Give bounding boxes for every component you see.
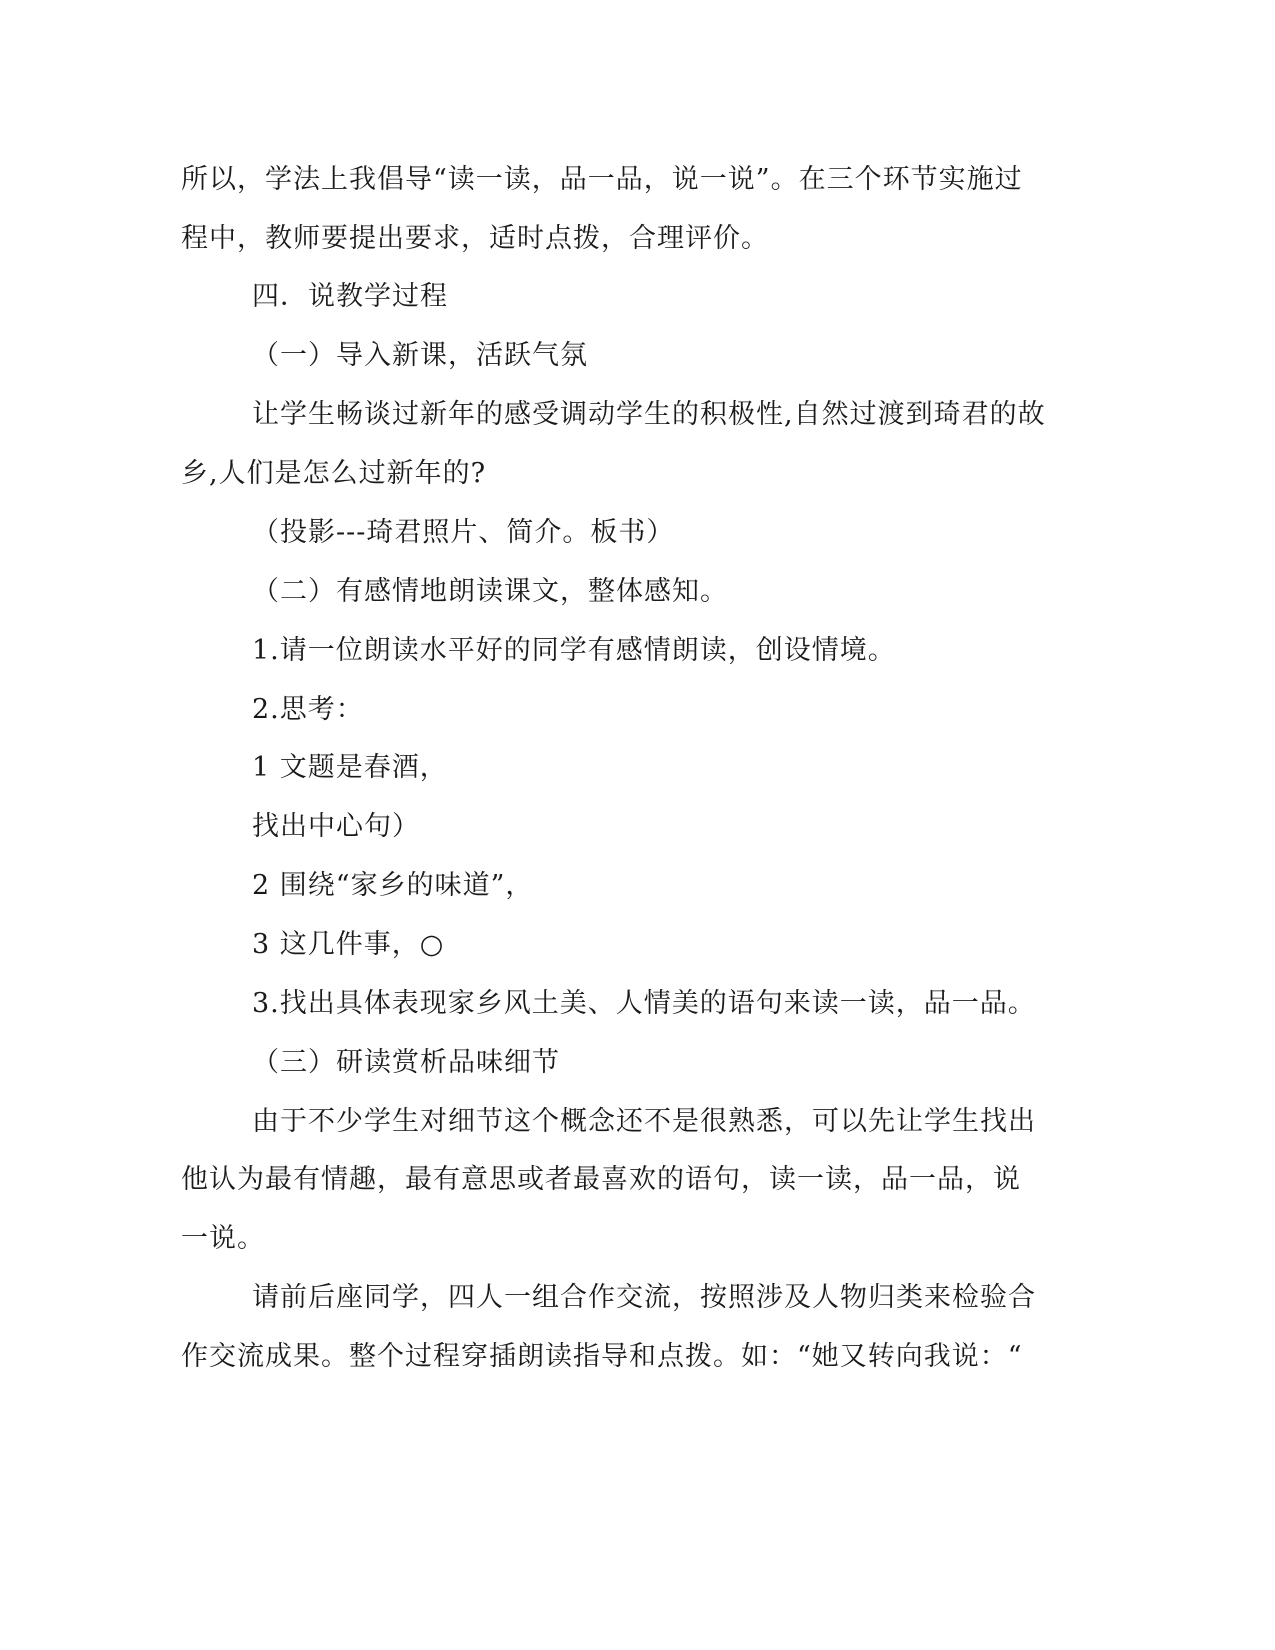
paragraph-line: 让学生畅谈过新年的感受调动学生的积极性,自然过渡到琦君的故 xyxy=(252,399,1046,430)
list-item: 1 文题是春酒， xyxy=(252,752,448,783)
paragraph-line: 作交流成果。整个过程穿插朗读指导和点拨。如：“她又转向我说：“ xyxy=(181,1341,1023,1372)
subsection-heading: （三）研读赏析品味细节 xyxy=(252,1047,560,1078)
paragraph-line: 请前后座同学，四人一组合作交流，按照涉及人物归类来检验合 xyxy=(252,1282,1036,1313)
paragraph-line: 乡,人们是怎么过新年的? xyxy=(181,458,487,489)
paragraph-line: （投影---琦君照片、简介。板书） xyxy=(252,517,675,548)
paragraph-line: 一说。 xyxy=(181,1223,265,1254)
list-item: 1.请一位朗读水平好的同学有感情朗读，创设情境。 xyxy=(252,635,896,666)
list-item: 3 这几件事，○ xyxy=(252,929,445,960)
paragraph-line: 程中，教师要提出要求，适时点拨，合理评价。 xyxy=(181,223,769,254)
list-item: 2 围绕“家乡的味道”， xyxy=(252,870,534,901)
subsection-heading: （一）导入新课，活跃气氛 xyxy=(252,340,588,371)
subsection-heading: （二）有感情地朗读课文，整体感知。 xyxy=(252,576,728,607)
paragraph-line: 由于不少学生对细节这个概念还不是很熟悉，可以先让学生找出 xyxy=(252,1106,1036,1137)
paragraph-line: 他认为最有情趣，最有意思或者最喜欢的语句，读一读，品一品，说 xyxy=(181,1164,1021,1195)
list-item: 2.思考： xyxy=(252,694,364,725)
list-item: 3.找出具体表现家乡风土美、人情美的语句来读一读，品一品。 xyxy=(252,988,1036,1019)
list-item: 找出中心句） xyxy=(252,811,420,842)
paragraph-line: 所以，学法上我倡导“读一读，品一品，说一说”。在三个环节实施过 xyxy=(181,164,1023,195)
section-heading: 四．说教学过程 xyxy=(252,281,448,312)
